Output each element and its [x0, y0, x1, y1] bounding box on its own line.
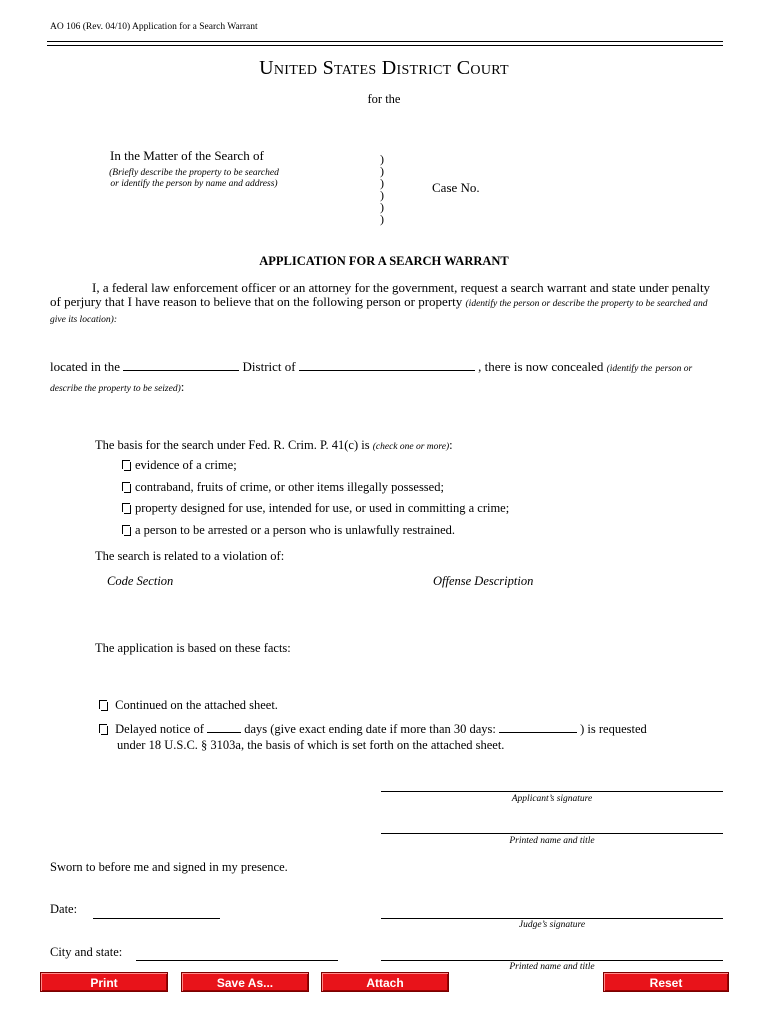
basis-item-label: a person to be arrested or a person who is unlawfully restrained.	[135, 522, 456, 537]
checkbox-icon[interactable]	[121, 460, 131, 470]
basis-colon: :	[449, 438, 453, 452]
basis-item-contraband	[121, 480, 509, 502]
basis-item-evidence	[121, 458, 509, 480]
basis-note: (check one or more)	[372, 442, 450, 452]
application-paragraph	[50, 281, 720, 327]
date-field[interactable]	[93, 918, 220, 919]
printed-name-line-2[interactable]	[381, 960, 723, 961]
paren: )	[380, 212, 384, 226]
basis-item-label: property designed for use, intended for use, or used in committing a crime;	[135, 501, 510, 515]
basis-label-line	[95, 438, 453, 453]
checkbox-icon[interactable]	[121, 482, 131, 492]
basis-item-label: contraband, fruits of crime, or other items illegally possessed;	[135, 479, 444, 494]
judge-signature-line[interactable]	[381, 918, 723, 919]
delayed-line-1	[98, 720, 718, 737]
concealed-colon: :	[180, 379, 185, 394]
matter-note	[70, 168, 318, 190]
parens-column	[380, 153, 384, 225]
code-section-heading: Code Section	[107, 574, 174, 588]
city-state-field[interactable]	[136, 960, 338, 961]
basis-item-person	[121, 523, 509, 545]
court-title: United States District Court	[259, 57, 509, 79]
basis-checklist	[121, 458, 509, 544]
delayed-label-c: ) is requested	[580, 722, 647, 736]
save-as-button[interactable]: Save As...	[181, 972, 309, 992]
located-in-field[interactable]	[123, 358, 239, 371]
location-line	[50, 358, 720, 398]
paragraph-text: I, a federal law enforcement officer or an attorney for the government, request a search warrant and state under penalty of perjury that I have reason to believe that on the following person or property	[50, 280, 711, 309]
matter-note-line-2: or identify the person by name and address)	[110, 179, 278, 189]
delayed-label-a: Delayed notice of	[115, 722, 204, 736]
paren: )	[380, 152, 384, 166]
paragraph-note: (identify the person or describe the property to be searched and give its location):	[50, 299, 708, 325]
district-field[interactable]	[299, 358, 475, 371]
checkbox-icon[interactable]	[121, 525, 131, 535]
for-the-label: for the	[367, 92, 401, 106]
matter-note-line-1: (Briefly describe the property to be searched	[109, 168, 279, 178]
applicant-signature-line[interactable]	[381, 791, 723, 792]
basis-item-label: evidence of a crime;	[135, 458, 237, 472]
checkbox-icon[interactable]	[121, 503, 131, 513]
case-no-label: Case No.	[432, 180, 480, 195]
delayed-line-2: under 18 U.S.C. § 3103a, the basis of which is set forth on the attached sheet.	[117, 738, 505, 752]
delayed-days-field[interactable]	[207, 720, 241, 733]
offense-description-heading: Offense Description	[433, 574, 534, 588]
delayed-label-b: days (give exact ending date if more than 30 days:	[244, 722, 496, 736]
sworn-statement: Sworn to before me and signed in my presence.	[50, 860, 288, 874]
concealed-note-a: (identify the	[606, 364, 653, 374]
concealed-label: , there is now concealed	[478, 359, 604, 374]
printed-name-line-1[interactable]	[381, 833, 723, 834]
facts-label: The application is based on these facts:	[95, 641, 291, 655]
paren: )	[380, 176, 384, 190]
header-divider	[47, 41, 723, 46]
printed-name-label-1: Printed name and title	[509, 836, 595, 846]
judge-signature-label: Judge’s signature	[518, 920, 586, 930]
district-of-label: District of	[242, 359, 296, 374]
basis-item-property	[121, 501, 509, 523]
concealed-note-b: person or describe the property to be seized)	[50, 364, 693, 394]
paren: )	[380, 164, 384, 178]
paren: )	[380, 188, 384, 202]
checkbox-icon[interactable]	[98, 724, 108, 734]
print-button[interactable]: Print	[40, 972, 168, 992]
basis-label: The basis for the search under Fed. R. Crim. P. 41(c) is	[95, 438, 370, 452]
delayed-notice-option	[98, 720, 718, 753]
paren: )	[380, 200, 384, 214]
city-state-label: City and state:	[50, 945, 123, 959]
checkbox-icon[interactable]	[98, 700, 108, 710]
form-id: AO 106 (Rev. 04/10) Application for a Search Warrant	[50, 22, 258, 32]
applicant-signature-label: Applicant’s signature	[511, 794, 593, 804]
continued-option	[98, 698, 278, 713]
application-title: APPLICATION FOR A SEARCH WARRANT	[259, 254, 509, 268]
located-in-label: located in the	[50, 359, 121, 374]
reset-button[interactable]: Reset	[603, 972, 729, 992]
continued-label: Continued on the attached sheet.	[115, 698, 278, 712]
date-label: Date:	[50, 902, 78, 916]
delayed-date-field[interactable]	[499, 720, 577, 733]
matter-title: In the Matter of the Search of	[110, 148, 264, 163]
printed-name-label-2: Printed name and title	[509, 962, 595, 972]
violation-label: The search is related to a violation of:	[95, 549, 285, 563]
attach-button[interactable]: Attach	[321, 972, 449, 992]
